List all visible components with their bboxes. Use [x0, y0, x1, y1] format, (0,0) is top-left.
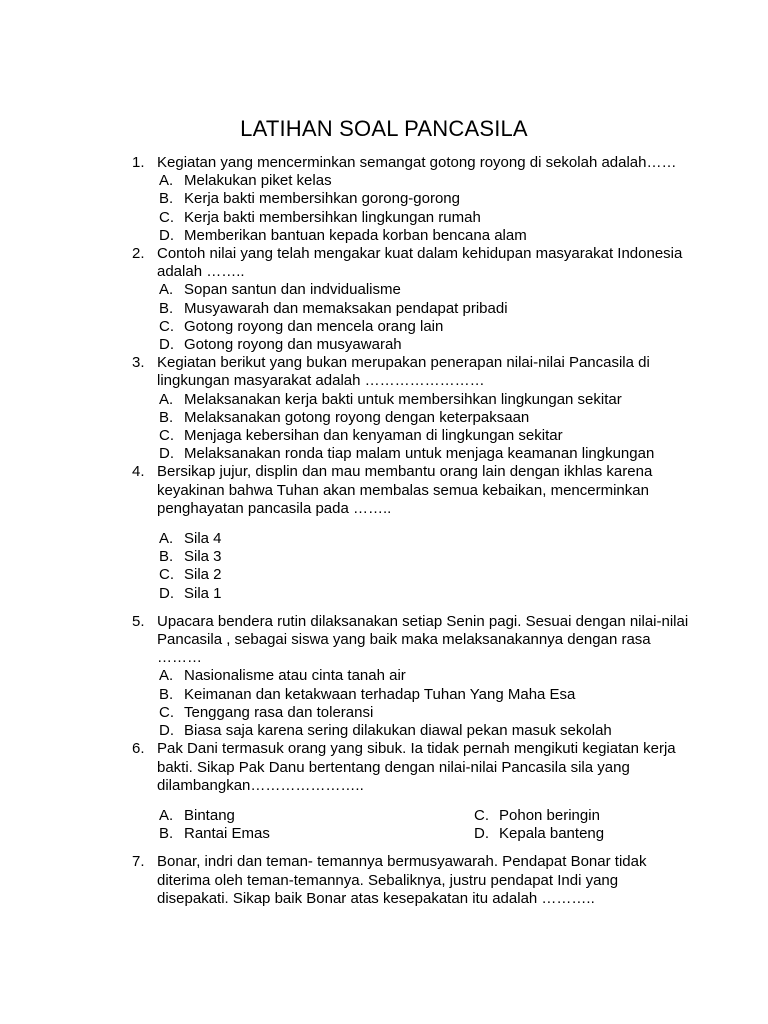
option-letter: C.	[159, 317, 174, 335]
option-letter: C.	[474, 806, 489, 824]
option-c	[157, 318, 692, 336]
question-number: 5.	[132, 612, 145, 630]
option-b	[157, 825, 472, 843]
option-letter: D.	[474, 825, 489, 843]
option-c	[157, 704, 692, 722]
option-d	[472, 825, 717, 843]
option-c	[157, 209, 692, 227]
option-c	[157, 427, 692, 445]
option-text: Kepala banteng	[499, 825, 605, 843]
option-letter: C.	[159, 566, 174, 584]
option-text: Sila 4	[184, 530, 222, 548]
option-b	[157, 409, 692, 427]
question-text: Contoh nilai yang telah mengakar kuat dalam kehidupan masyarakat Indonesia adalah ……..	[157, 245, 683, 281]
option-letter: D.	[159, 445, 174, 463]
option-letter: D.	[159, 722, 174, 740]
option-letter: D.	[159, 584, 174, 602]
option-text: Bintang	[184, 806, 235, 824]
option-letter: D.	[159, 226, 174, 244]
question-5	[132, 613, 692, 740]
option-text: Menjaga kebersihan dan kenyaman di lingkungan sekitar	[184, 427, 563, 445]
option-letter: A.	[159, 530, 174, 548]
question-list	[132, 154, 692, 908]
option-list	[157, 391, 692, 464]
option-letter: A.	[159, 806, 174, 824]
option-text: Biasa saja karena sering dilakukan diawal pekan masuk sekolah	[184, 722, 612, 740]
option-list	[157, 667, 692, 740]
option-letter: D.	[159, 336, 174, 354]
option-text: Melaksanakan kerja bakti untuk membersihkan lingkungan sekitar	[184, 390, 622, 408]
question-number: 7.	[132, 853, 145, 871]
option-a	[157, 391, 692, 409]
option-list	[157, 172, 692, 245]
option-b	[157, 548, 692, 566]
option-letter: B.	[159, 825, 174, 843]
option-text: Sopan santun dan indvidualisme	[184, 281, 401, 299]
question-text: Bersikap jujur, displin dan mau membantu orang lain dengan ikhlas karena keyakinan bahwa Tuhan akan membalas semua kebaikan, mencerminkan penghayatan pancasila pada ……..	[157, 463, 653, 517]
question-text: Bonar, indri dan teman- temannya bermusyawarah. Pendapat Bonar tidak diterima oleh teman-temannya. Sebaliknya, justru pendapat Indi yang disepakati. Sikap baik Bonar atas kesepakatan itu adalah ………..	[157, 853, 647, 907]
option-letter: A.	[159, 390, 174, 408]
option-d	[157, 227, 692, 245]
option-letter: B.	[159, 548, 174, 566]
question-number: 3.	[132, 354, 145, 372]
option-a	[157, 667, 692, 685]
page-title: LATIHAN SOAL PANCASILA	[240, 116, 528, 141]
option-d	[157, 336, 692, 354]
option-text: Rantai Emas	[184, 825, 270, 843]
option-text: Nasionalisme atau cinta tanah air	[184, 667, 406, 685]
option-text: Kerja bakti membersihkan gorong-gorong	[184, 190, 460, 208]
option-text: Melaksanakan gotong royong dengan keterpaksaan	[184, 408, 530, 426]
option-text: Sila 3	[184, 548, 222, 566]
option-b	[157, 190, 692, 208]
option-letter: B.	[159, 190, 174, 208]
option-text: Gotong royong dan musyawarah	[184, 336, 402, 354]
option-letter: B.	[159, 685, 174, 703]
option-a	[157, 172, 692, 190]
question-7	[132, 853, 692, 908]
option-text: Melaksanakan ronda tiap malam untuk menjaga keamanan lingkungan	[184, 445, 655, 463]
option-text: Keimanan dan ketakwaan terhadap Tuhan Yang Maha Esa	[184, 685, 576, 703]
question-text: Pak Dani termasuk orang yang sibuk. Ia tidak pernah mengikuti kegiatan kerja bakti. Sikap Pak Danu bertentang dengan nilai-nilai Pancasila sila yang dilambangkan…………………..	[157, 740, 676, 794]
option-list	[157, 530, 692, 603]
option-text: Sila 1	[184, 584, 222, 602]
option-d	[157, 445, 692, 463]
option-text: Tenggang rasa dan toleransi	[184, 703, 374, 721]
option-c	[157, 566, 692, 584]
question-1	[132, 154, 692, 245]
question-number: 1.	[132, 154, 145, 171]
question-text: Kegiatan yang mencerminkan semangat gotong royong di sekolah adalah……	[157, 154, 677, 171]
option-a	[157, 530, 692, 548]
option-c	[472, 807, 717, 825]
option-letter: B.	[159, 408, 174, 426]
option-a	[157, 807, 472, 825]
option-d	[157, 722, 692, 740]
question-text: Kegiatan berikut yang bukan merupakan penerapan nilai-nilai Pancasila di lingkungan masyarakat adalah ……………………	[157, 354, 650, 390]
option-text: Melakukan piket kelas	[184, 172, 332, 190]
option-a	[157, 281, 692, 299]
option-text: Memberikan bantuan kepada korban bencana alam	[184, 226, 527, 244]
option-b	[157, 300, 692, 318]
option-letter: C.	[159, 208, 174, 226]
option-d	[157, 585, 692, 603]
option-text: Kerja bakti membersihkan lingkungan rumah	[184, 208, 481, 226]
question-number: 6.	[132, 740, 145, 758]
option-list	[157, 807, 692, 843]
option-letter: A.	[159, 172, 174, 190]
option-letter: C.	[159, 703, 174, 721]
question-4	[132, 463, 692, 602]
option-text: Gotong royong dan mencela orang lain	[184, 317, 444, 335]
option-letter: B.	[159, 299, 174, 317]
option-letter: C.	[159, 427, 174, 445]
question-6	[132, 740, 692, 843]
question-text: Upacara bendera rutin dilaksanakan setiap Senin pagi. Sesuai dengan nilai-nilai Pancasila , sebagai siswa yang baik maka melaksanakannya dengan rasa ………	[157, 612, 689, 667]
option-list	[157, 281, 692, 354]
option-letter: A.	[159, 667, 174, 685]
question-number: 4.	[132, 463, 145, 481]
option-text: Pohon beringin	[499, 806, 600, 824]
option-text: Sila 2	[184, 566, 222, 584]
option-b	[157, 686, 692, 704]
option-text: Musyawarah dan memaksakan pendapat pribadi	[184, 299, 508, 317]
question-3	[132, 354, 692, 463]
question-2	[132, 245, 692, 354]
question-number: 2.	[132, 245, 145, 263]
option-letter: A.	[159, 281, 174, 299]
